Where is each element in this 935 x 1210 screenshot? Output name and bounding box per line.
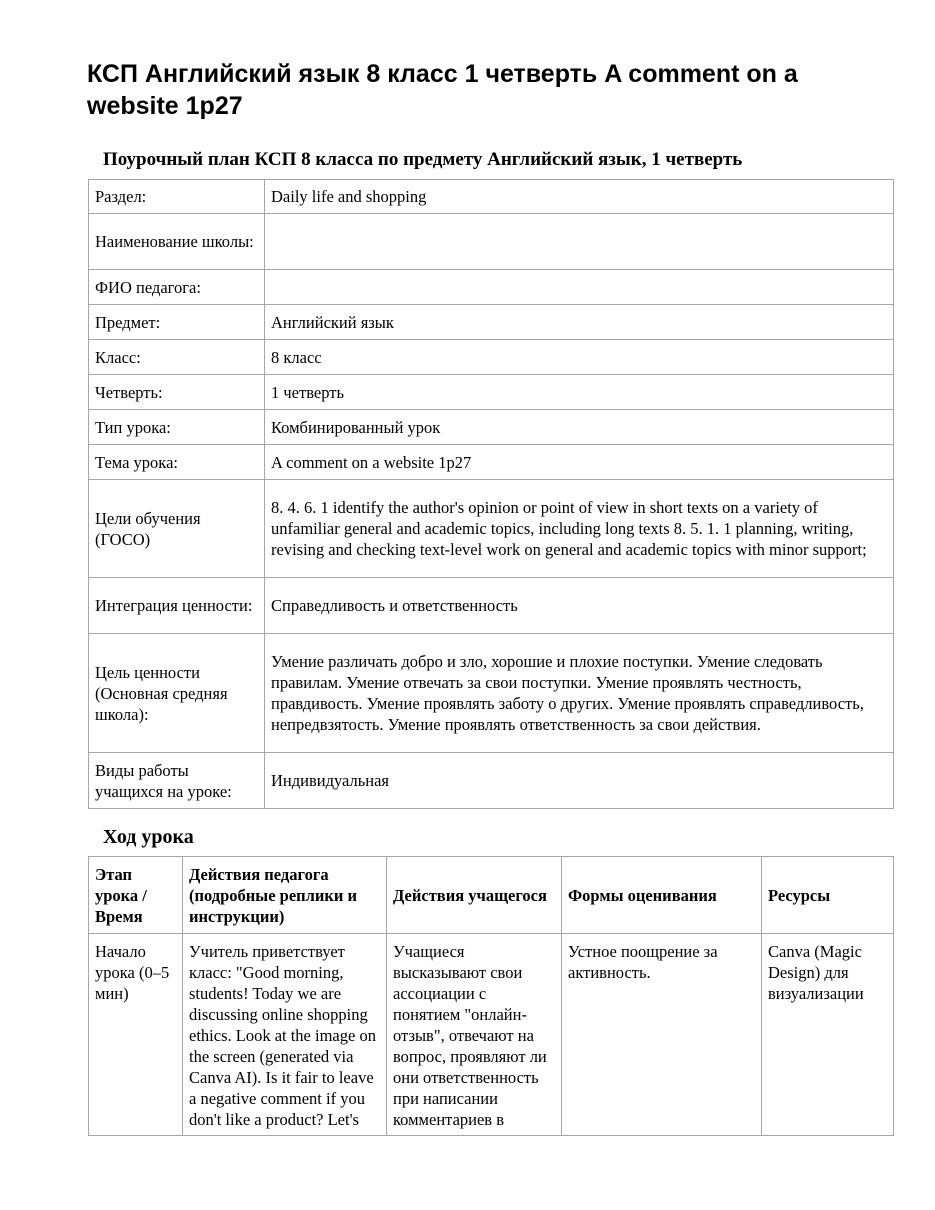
table-row — [89, 375, 894, 410]
row-value: 8. 4. 6. 1 identify the author's opinion or point of view in short texts on a variety of unfamiliar general and academic topics, including long texts 8. 5. 1. 1 planning, writing, revising and checking text-level work on general and academic topics with minor support; — [265, 480, 894, 578]
row-value: 1 четверть — [265, 375, 894, 410]
column-header: Ресурсы — [762, 857, 894, 934]
row-label: Тема урока: — [89, 445, 265, 480]
row-value: Daily life and shopping — [265, 180, 894, 214]
table-cell: Учащиеся высказывают свои ассоциации с понятием "онлайн-отзыв", отвечают на вопрос, проявляют ли они ответственность при написании комментариев в — [387, 934, 562, 1136]
row-label: Класс: — [89, 340, 265, 375]
row-value: Комбинированный урок — [265, 410, 894, 445]
table-row — [89, 214, 894, 270]
table-cell: Учитель приветствует класс: "Good morning, students! Today we are discussing online shopping ethics. Look at the image on the screen (generated via Canva AI). Is it fair to leave a negative comment if you don't like a product? Let's — [183, 934, 387, 1136]
table-row — [89, 934, 894, 1136]
column-header: Действия учащегося — [387, 857, 562, 934]
table-row — [89, 480, 894, 578]
lesson-flow-table — [88, 856, 894, 1136]
row-label: Тип урока: — [89, 410, 265, 445]
table-row — [89, 410, 894, 445]
table-row — [89, 340, 894, 375]
table-cell: Canva (Magic Design) для визуализации — [762, 934, 894, 1136]
table-row — [89, 180, 894, 214]
table-row — [89, 634, 894, 753]
row-label: Цели обучения (ГОСО) — [89, 480, 265, 578]
row-label: Четверть: — [89, 375, 265, 410]
table-row — [89, 305, 894, 340]
column-header: Формы оценивания — [562, 857, 762, 934]
table-cell: Устное поощрение за активность. — [562, 934, 762, 1136]
row-value: 8 класс — [265, 340, 894, 375]
row-value — [265, 214, 894, 270]
table-header-row — [89, 857, 894, 934]
row-label: Интеграция ценности: — [89, 578, 265, 634]
row-label: Виды работы учащихся на уроке: — [89, 753, 265, 809]
plan-subtitle: Поурочный план КСП 8 класса по предмету Английский язык, 1 четверть — [103, 149, 743, 170]
lesson-flow-title: Ход урока — [103, 826, 194, 848]
lesson-info-table — [88, 179, 894, 809]
column-header: Действия педагога (подробные реплики и инструкции) — [183, 857, 387, 934]
column-header: Этап урока / Время — [89, 857, 183, 934]
row-label: Предмет: — [89, 305, 265, 340]
row-value — [265, 270, 894, 305]
row-label: ФИО педагога: — [89, 270, 265, 305]
row-value: Умение различать добро и зло, хорошие и плохие поступки. Умение следовать правилам. Умение отвечать за свои поступки. Умение проявлять честность, правдивость. Умение проявлять заботу о других. Умение проявлять справедливость, непредвзятость. Умение проявлять ответственность за свои действия. — [265, 634, 894, 753]
row-value: Справедливость и ответственность — [265, 578, 894, 634]
row-value: Английский язык — [265, 305, 894, 340]
table-row — [89, 270, 894, 305]
row-label: Цель ценности (Основная средняя школа): — [89, 634, 265, 753]
table-row — [89, 753, 894, 809]
document-title: КСП Английский язык 8 класс 1 четверть A comment on a website 1p27 — [87, 60, 798, 120]
row-label: Раздел: — [89, 180, 265, 214]
row-value: A comment on a website 1p27 — [265, 445, 894, 480]
row-label: Наименование школы: — [89, 214, 265, 270]
table-row — [89, 578, 894, 634]
row-value: Индивидуальная — [265, 753, 894, 809]
table-cell: Начало урока (0–5 мин) — [89, 934, 183, 1136]
table-row — [89, 445, 894, 480]
